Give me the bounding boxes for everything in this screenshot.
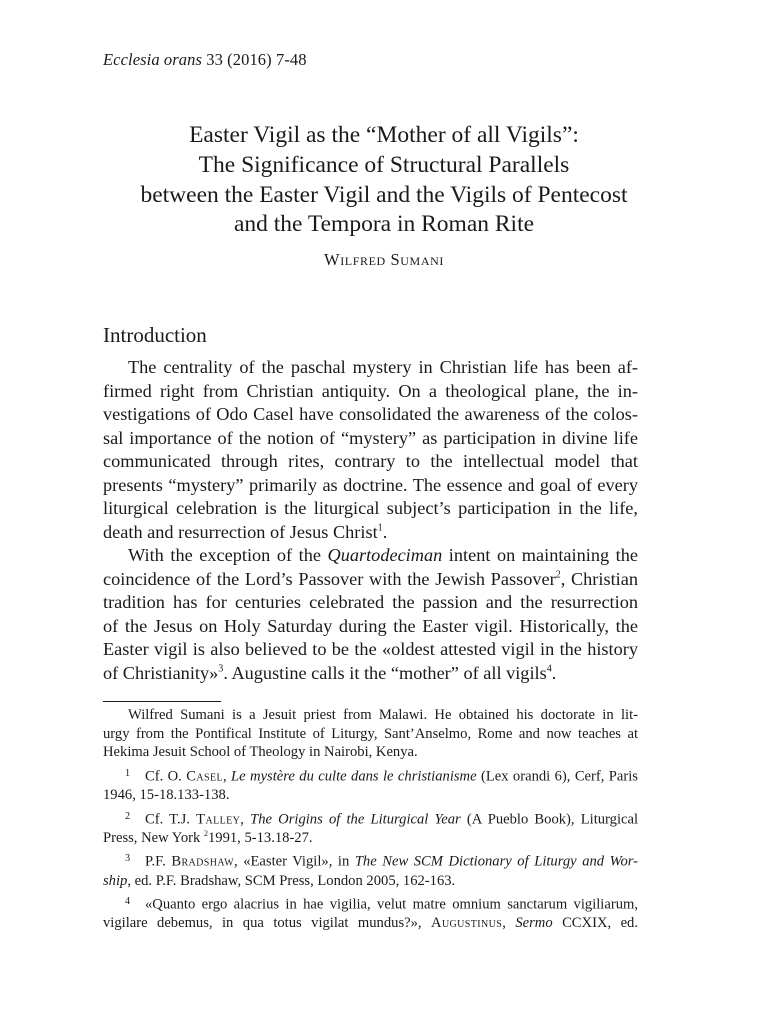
body-text-run: .	[551, 662, 557, 683]
footnote-ref-3: 3	[218, 662, 224, 674]
body-text-run: intent on maintaining the	[442, 545, 638, 565]
footnote-text-run: 1991, 5-13.18-27.	[207, 829, 313, 846]
footnote-line: urgy from the Pontifical Institute of Liturgy, Sant’Anselmo, Rome and now teaches at	[103, 725, 638, 742]
author-note	[103, 706, 638, 762]
footnote-line: Wilfred Sumani is a Jesuit priest from Malawi. He obtained his doctorate in lit-	[128, 707, 638, 723]
footnote-text-run: Cf. T.J.	[145, 811, 197, 828]
footnote-4	[103, 893, 638, 933]
title-line: and the Tempora in Roman Rite	[233, 211, 535, 238]
footnote-text-run: CCXIX, ed.	[552, 915, 639, 932]
body-line	[103, 662, 638, 686]
section-heading: Introduction	[103, 323, 207, 347]
footnote-text-run: vigilare debemus, in qua totus vigilat mundus?»,	[103, 915, 431, 932]
footnote-line	[103, 872, 638, 891]
footnote-text-run: , ed. P.F. Bradshaw, SCM Press, London 2005, 162-163.	[127, 872, 456, 889]
footnote-number: 2	[125, 810, 131, 822]
footnote-2	[103, 808, 638, 848]
body-line: communicated through rites, contrary to the intellectual model that	[103, 451, 638, 471]
footnote-number: 4	[125, 896, 131, 908]
footnote-author: Augustinus	[431, 915, 503, 932]
body-italic-term: Quartodeciman	[327, 545, 443, 565]
article-title	[70, 121, 698, 240]
footnote-line: Hekima Jesuit School of Theology in Nairobi, Kenya.	[103, 744, 418, 761]
body-line: presents “mystery” primarily as doctrine. The essence and goal of every	[103, 474, 638, 495]
footnote-work-title: The New SCM Dictionary of Liturgy and Wor-	[354, 853, 639, 870]
footnote-line	[103, 850, 638, 871]
footnote-author: Talley	[196, 811, 241, 828]
footnote-ref-2: 2	[555, 568, 561, 580]
footnote-line	[103, 914, 638, 933]
footnote-text-run: , «Easter Vigil», in	[234, 853, 355, 870]
footnote-work-title: The Origins of the Liturgical Year	[250, 811, 461, 828]
footnote-1	[103, 765, 638, 805]
footnote-3	[103, 850, 638, 890]
body-line	[103, 568, 638, 592]
footnote-line: 1946, 15-18.133-138.	[103, 786, 230, 803]
body-line: vestigations of Odo Casel have consolidated the awareness of the colos-	[103, 404, 638, 424]
title-line: Easter Vigil as the “Mother of all Vigils”:	[189, 122, 579, 148]
footnote-work-title: Sermo	[515, 915, 553, 932]
footnote-number: 3	[125, 853, 131, 865]
footnote-text-run: ,	[222, 768, 232, 785]
footnote-ref-1: 1	[377, 521, 383, 533]
footnote-text-run: ,	[240, 811, 251, 828]
body-text	[103, 356, 638, 685]
body-text-run: coincidence of the Lord’s Passover with the Jewish Passover	[103, 568, 556, 589]
footnote-author: Bradshaw	[171, 853, 235, 870]
body-line: tradition has for centuries celebrated the passion and the resurrection	[103, 592, 638, 612]
body-line: Easter vigil is also believed to be the «oldest attested vigil in the history	[103, 639, 638, 659]
footnote-line	[103, 808, 638, 829]
body-line: liturgical celebration is the liturgical subject’s participation in the life,	[103, 498, 638, 518]
body-line	[103, 521, 638, 545]
footnote-author: Casel	[186, 768, 223, 785]
body-line: The centrality of the paschal mystery in Christian life has been af-	[128, 357, 638, 377]
body-line: of the Jesus on Holy Saturday during the Easter vigil. Historically, the	[103, 615, 638, 636]
footnote-text-run: (Lex orandi 6), Cerf, Paris	[476, 768, 638, 785]
body-line: sal importance of the notion of “mystery” as participation in divine life	[103, 427, 638, 448]
footnote-line	[103, 829, 638, 848]
body-text-run: . Augustine calls it the “mother” of all vigils	[223, 662, 547, 683]
footnote-number: 1	[125, 767, 131, 779]
body-text-run: With the exception of the	[128, 545, 328, 565]
footnote-work-title: Le mystère du culte dans le christianisme	[231, 768, 477, 785]
title-line: The Significance of Structural Parallels	[198, 151, 570, 178]
footnote-text-run: (A Pueblo Book), Liturgical	[460, 811, 639, 828]
body-text-run: of Christianity»	[103, 662, 219, 683]
footnote-text-run: P.F.	[145, 853, 172, 870]
title-line: between the Easter Vigil and the Vigils of Pentecost	[140, 181, 628, 208]
body-line	[103, 544, 638, 568]
footnote-text-run: Cf. O.	[145, 768, 187, 785]
footnote-text-run: Press, New York	[103, 829, 204, 846]
body-text-run: death and resurrection of Jesus Christ	[103, 521, 378, 542]
footnotes	[103, 706, 638, 936]
footnote-work-title: ship	[103, 872, 128, 889]
article-author: Wilfred Sumani	[324, 250, 444, 269]
body-text-run: , Christian	[560, 568, 639, 589]
journal-citation	[103, 50, 307, 70]
footnote-line	[103, 893, 638, 914]
edition-superscript: 2	[203, 828, 208, 838]
footnote-separator	[103, 701, 221, 702]
footnote-ref-4: 4	[546, 662, 552, 674]
footnote-text-run: «Quanto ergo alacrius in hae vigilia, velut matre omnium sanctarum vigiliarum,	[145, 896, 638, 913]
body-text-run: .	[382, 521, 388, 542]
journal-volume-pages: 33 (2016) 7-48	[202, 50, 307, 69]
footnote-line	[103, 765, 638, 786]
body-line: firmed right from Christian antiquity. On a theological plane, the in-	[103, 380, 638, 401]
journal-name: Ecclesia orans	[103, 50, 203, 69]
footnote-text-run: ,	[502, 915, 516, 932]
